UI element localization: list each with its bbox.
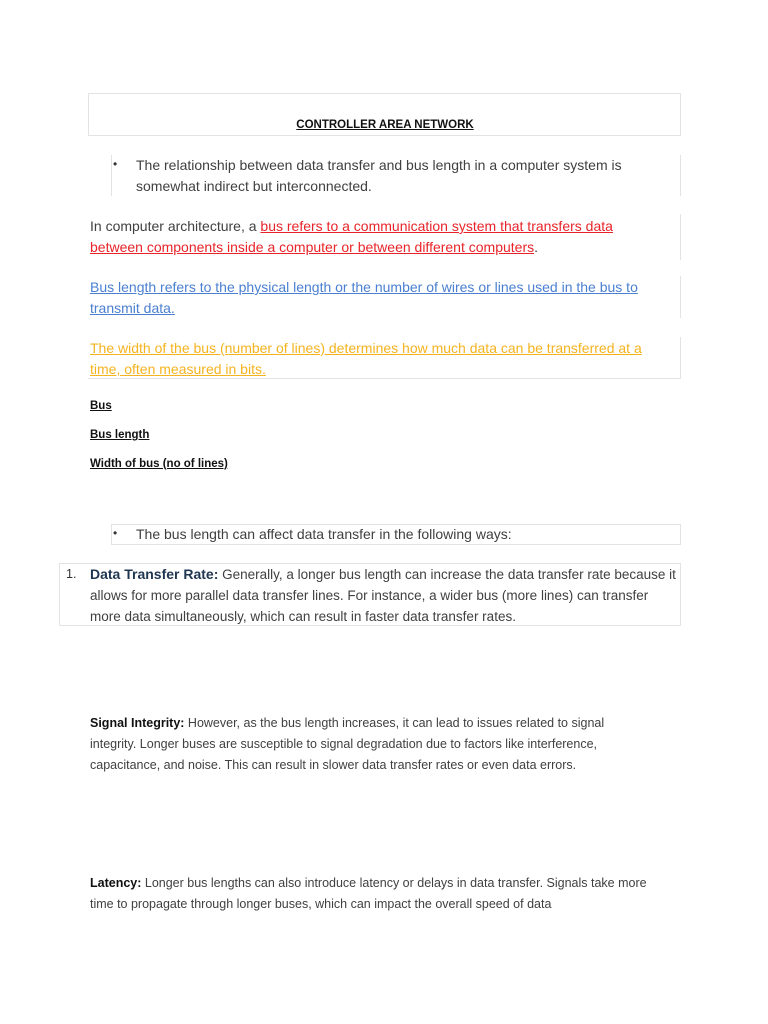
- data-transfer-rate-text: Generally, a longer bus length can increase the data transfer rate because it allows for more parallel data transfer lines. For instance, a wider bus (more lines) can transfer more data simultaneously, which can result in faster data transfer rates.: [90, 567, 676, 624]
- bullet-dot: •: [113, 526, 118, 540]
- latency-text: Longer bus lengths can also introduce latency or delays in data transfer. Signals take more time to propagate through longer buses, which can impact the overall speed of data: [90, 876, 647, 911]
- term-bus-length: Bus length: [90, 429, 150, 441]
- term-bus: Bus: [90, 400, 112, 412]
- bus-suffix: .: [534, 239, 539, 255]
- signal-integrity-heading: Signal Integrity:: [90, 716, 185, 730]
- bus-definition-highlight: bus refers to a communication system that transfers data between components inside a computer or between different computers: [90, 218, 613, 255]
- bullet2-text: The bus length can affect data transfer in the following ways:: [136, 526, 512, 542]
- data-transfer-rate-paragraph: [90, 564, 682, 627]
- bullet-dot: •: [113, 157, 118, 171]
- bullet1-text: The relationship between data transfer and bus length in a computer system is somewhat indirect but interconnected.: [136, 157, 622, 194]
- page-title: CONTROLLER AREA NETWORK: [296, 119, 474, 131]
- bus-definition-paragraph: [90, 216, 668, 258]
- data-transfer-rate-heading: Data Transfer Rate:: [90, 566, 219, 582]
- bus-prefix: In computer architecture, a: [90, 218, 261, 234]
- bus-length-paragraph: Bus length refers to the physical length or the number of wires or lines used in the bus to transmit data.: [90, 279, 638, 316]
- latency-paragraph: [90, 873, 670, 915]
- signal-integrity-text: However, as the bus length increases, it can lead to issues related to signal integrity. Longer buses are susceptible to signal degradation due to factors like interference, capacitance, and noise. This can result in slower data transfer rates or even data errors.: [90, 716, 605, 772]
- latency-heading: Latency:: [90, 876, 142, 890]
- item1-number: 1.: [66, 567, 77, 581]
- bus-width-paragraph: The width of the bus (number of lines) determines how much data can be transferred at a time, often measured in bits.: [90, 340, 642, 377]
- term-width-of-bus: Width of bus (no of lines): [90, 458, 228, 470]
- signal-integrity-paragraph: [90, 713, 650, 776]
